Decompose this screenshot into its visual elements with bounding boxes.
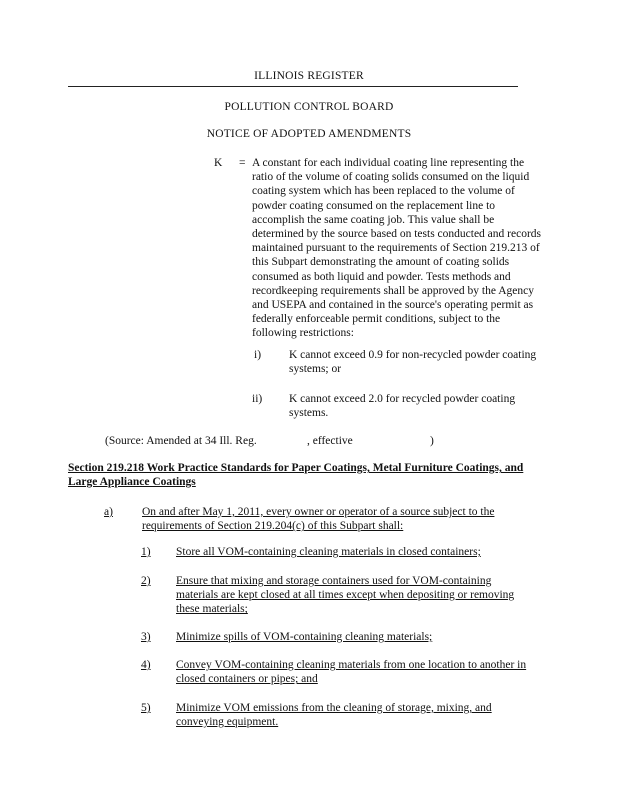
restriction-text: K cannot exceed 2.0 for recycled powder coating systems. (289, 393, 516, 420)
source-note-effective: , effective (307, 435, 353, 447)
item-label: 3) (141, 631, 151, 643)
item-text: Minimize spills of VOM-containing cleaning materials; (176, 631, 433, 643)
restriction-label: ii) (252, 393, 263, 405)
item-text: Convey VOM-containing cleaning materials from one location to another in closed containers or pipes; and (176, 659, 527, 686)
notice-title: NOTICE OF ADOPTED AMENDMENTS (206, 128, 412, 140)
restriction-label: i) (254, 349, 262, 361)
item-label: 1) (141, 546, 151, 558)
source-note-close: ) (430, 435, 434, 447)
definition-symbol: K (214, 157, 223, 169)
item-text: Store all VOM-containing cleaning materials in closed containers; (176, 546, 481, 558)
definition-text: A constant for each individual coating line representing the ratio of the volume of coating solids consumed on the liquid coating system which has been replaced to the volume of powder coating consumed on the replacement line to accomplish the same coating job. This value shall be determined by the source based on tests conducted and records maintained pursuant to the requirements of Section 219.213 of this Subpart demonstrating the amount of coating solids consumed as both liquid and powder. Tests methods and recordkeeping requirements shall be approved by the Agency and USEPA and contained in the source's operating permit as federally enforceable permit conditions, subject to the following restrictions: (252, 157, 541, 340)
item-text: Ensure that mixing and storage containers used for VOM-containing materials are kept closed at all times except when depositing or removing these materials; (176, 575, 515, 616)
restriction-text: K cannot exceed 0.9 for non-recycled powder coating systems; or (289, 349, 537, 376)
header-rule (68, 86, 518, 87)
section-heading: Section 219.218 Work Practice Standards for Paper Coatings, Metal Furniture Coatings, and Large Appliance Coatings (68, 462, 524, 489)
source-note-prefix: (Source: Amended at 34 Ill. Reg. (105, 435, 257, 447)
register-title: ILLINOIS REGISTER (254, 70, 364, 82)
item-text: Minimize VOM emissions from the cleaning of storage, mixing, and conveying equipment. (176, 702, 492, 729)
board-title: POLLUTION CONTROL BOARD (224, 101, 394, 113)
item-label: 4) (141, 659, 151, 671)
subsection-text: On and after May 1, 2011, every owner or operator of a source subject to the requirements of Section 219.204(c) of this Subpart shall: (142, 506, 495, 533)
definition-dash: = (239, 157, 246, 169)
subsection-label: a) (104, 506, 113, 518)
item-label: 2) (141, 575, 151, 587)
item-label: 5) (141, 702, 151, 714)
